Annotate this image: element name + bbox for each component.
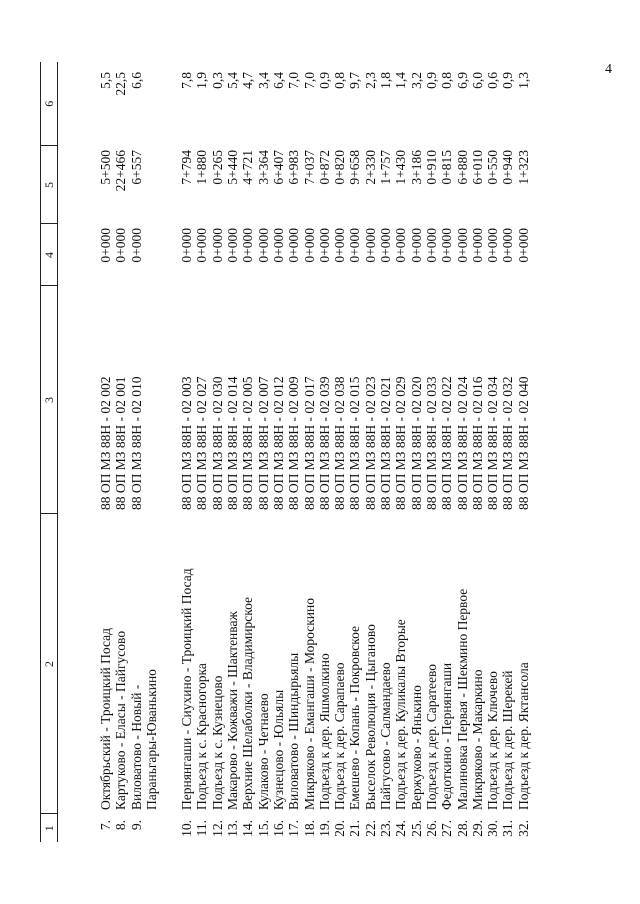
road-name: Подъезд к дер. Шерекей xyxy=(500,670,516,810)
length-km: 0,8 xyxy=(332,72,348,89)
km-start: 0+000 xyxy=(332,228,348,263)
row-number: 28. xyxy=(454,820,470,837)
road-code: 88 ОП МЗ 88Н - 02 020 xyxy=(408,376,424,510)
table-row xyxy=(470,62,485,842)
row-number: 27. xyxy=(439,820,455,837)
length-km: 1,8 xyxy=(378,72,394,89)
table-row xyxy=(455,62,470,842)
length-km: 4,7 xyxy=(240,72,256,89)
road-code xyxy=(144,286,159,514)
road-name: Подъезд к с. Красногорка xyxy=(194,663,210,810)
road-name: Кулаково - Четнаево xyxy=(255,693,271,810)
km-end: 0+550 xyxy=(485,150,501,185)
km-start xyxy=(144,224,159,286)
table-row xyxy=(210,62,225,842)
km-end: 0+872 xyxy=(316,150,332,185)
km-end: 2+330 xyxy=(362,150,378,185)
km-end: 1+323 xyxy=(515,150,531,185)
row-number: 15. xyxy=(255,820,271,837)
road-name: Подъезд к дер. Ключево xyxy=(485,671,501,810)
km-start: 0+000 xyxy=(128,228,144,263)
roads-table-sheet xyxy=(40,62,600,842)
table-row xyxy=(500,62,515,842)
table-row xyxy=(332,62,347,842)
length-km: 6,9 xyxy=(454,72,470,89)
table-row xyxy=(363,62,378,842)
road-name: Пайгусово - Салмандаево xyxy=(378,662,394,810)
table-row xyxy=(424,62,439,842)
road-code: 88 ОП МЗ 88Н - 02 009 xyxy=(286,376,302,510)
row-number: 21. xyxy=(347,820,363,837)
road-code: 88 ОП МЗ 88Н - 02 001 xyxy=(113,376,129,510)
row-number: 19. xyxy=(316,820,332,837)
km-end xyxy=(144,146,159,224)
road-code: 88 ОП МЗ 88Н - 02 039 xyxy=(316,376,332,510)
km-start: 0+000 xyxy=(255,228,271,263)
km-end: 0+820 xyxy=(332,150,348,185)
length-km: 0,6 xyxy=(485,72,501,89)
road-name: Подъезд к дер. Яктансола xyxy=(515,662,531,810)
header-col-2: 2 xyxy=(41,514,58,814)
road-name: Федоткино - Пернянгаши xyxy=(439,662,455,810)
km-start: 0+000 xyxy=(286,228,302,263)
table-row xyxy=(317,62,332,842)
road-name: Пернянгаши - Сиухино - Троицкий Посад xyxy=(179,568,195,810)
road-code: 88 ОП МЗ 88Н - 02 033 xyxy=(423,376,439,510)
row-number: 25. xyxy=(408,820,424,837)
road-code: 88 ОП МЗ 88Н - 02 014 xyxy=(225,376,241,510)
table-row xyxy=(58,62,114,842)
km-start: 0+000 xyxy=(469,228,485,263)
km-start: 0+000 xyxy=(98,228,113,263)
length-km: 0,9 xyxy=(423,72,439,89)
length-km: 1,9 xyxy=(194,72,210,89)
table-row xyxy=(179,62,194,842)
table-row xyxy=(194,62,209,842)
road-code: 88 ОП МЗ 88Н - 02 034 xyxy=(485,376,501,510)
km-start: 0+000 xyxy=(240,228,256,263)
header-col-6: 6 xyxy=(41,62,58,146)
km-start: 0+000 xyxy=(270,228,286,263)
length-km: 0,8 xyxy=(439,72,455,89)
km-end: 1+757 xyxy=(378,150,394,185)
roads-table xyxy=(40,62,531,842)
road-name: Подъезд к дер. Яшмолкино xyxy=(316,653,332,810)
length-km: 3,2 xyxy=(408,72,424,89)
row-number: 13. xyxy=(225,820,241,837)
km-start: 0+000 xyxy=(439,228,455,263)
table-row xyxy=(286,62,301,842)
km-end: 0+940 xyxy=(500,150,516,185)
road-code: 88 ОП МЗ 88Н - 02 032 xyxy=(500,376,516,510)
row-number: 23. xyxy=(378,820,394,837)
table-row xyxy=(302,62,317,842)
road-name: Картуково - Еласы - Пайгусово xyxy=(113,630,129,810)
km-start: 0+000 xyxy=(454,228,470,263)
table-row xyxy=(393,62,408,842)
table-row xyxy=(485,62,500,842)
km-start: 0+000 xyxy=(179,228,195,263)
km-end: 6+557 xyxy=(128,150,144,185)
km-end: 9+658 xyxy=(347,150,363,185)
road-code: 88 ОП МЗ 88Н - 02 017 xyxy=(301,376,317,510)
road-name: Параньгары-Юванькино xyxy=(143,669,159,810)
km-start: 0+000 xyxy=(362,228,378,263)
km-start: 0+000 xyxy=(316,228,332,263)
road-code: 88 ОП МЗ 88Н - 02 012 xyxy=(270,376,286,510)
header-col-4: 4 xyxy=(41,224,58,286)
row-number: 14. xyxy=(240,820,256,837)
km-end: 7+037 xyxy=(301,150,317,185)
road-name: Кузнецово - Юльялы xyxy=(270,689,286,810)
km-start: 0+000 xyxy=(485,228,501,263)
table-row xyxy=(409,62,424,842)
length-km: 5,5 xyxy=(98,72,113,89)
km-end: 6+010 xyxy=(469,150,485,185)
table-row xyxy=(439,62,454,842)
table-row xyxy=(256,62,271,842)
table-header-row xyxy=(41,62,58,842)
table-row xyxy=(347,62,362,842)
road-code: 88 ОП МЗ 88Н - 02 003 xyxy=(179,376,195,510)
length-km: 6,4 xyxy=(270,72,286,89)
km-start: 0+000 xyxy=(209,228,225,263)
km-start: 0+000 xyxy=(393,228,409,263)
row-number: 12. xyxy=(209,820,225,837)
road-code: 88 ОП МЗ 88Н - 02 021 xyxy=(378,376,394,510)
km-end: 4+721 xyxy=(240,150,256,185)
length-km: 9,7 xyxy=(347,72,363,89)
road-name: Подъезд к дер. Куликалы Вторые xyxy=(393,619,409,810)
road-code: 88 ОП МЗ 88Н - 02 029 xyxy=(393,376,409,510)
km-end: 6+983 xyxy=(286,150,302,185)
row-number: 8. xyxy=(113,820,129,831)
row-number: 29. xyxy=(469,820,485,837)
road-name: Верхние Шелаболки - Владимирское xyxy=(240,597,256,810)
length-km: 7,8 xyxy=(179,72,195,89)
table-row xyxy=(113,62,128,842)
km-start: 0+000 xyxy=(408,228,424,263)
row-number: 10. xyxy=(179,820,195,837)
road-name: Октябрьский - Троицкий Посад xyxy=(98,628,113,810)
length-km: 7,0 xyxy=(286,72,302,89)
length-km: 5,4 xyxy=(225,72,241,89)
row-number: 9. xyxy=(128,820,144,831)
road-name: Микряково - Макаркино xyxy=(469,669,485,810)
table-body xyxy=(58,62,532,842)
km-start: 0+000 xyxy=(423,228,439,263)
length-km: 6,6 xyxy=(128,72,144,89)
road-name: Подъезд к дер. Сарапаево xyxy=(332,662,348,810)
road-name: Выселок Революция - Цыганово xyxy=(362,624,378,810)
row-number: 7. xyxy=(98,820,113,831)
km-end: 6+880 xyxy=(454,150,470,185)
table-row xyxy=(271,62,286,842)
road-code: 88 ОП МЗ 88Н - 02 002 xyxy=(98,376,113,510)
length-km: 3,4 xyxy=(255,72,271,89)
road-name: Подъезд к с. Кузнецово xyxy=(209,675,225,810)
km-end: 5+440 xyxy=(225,150,241,185)
road-code: 88 ОП МЗ 88Н - 02 030 xyxy=(209,376,225,510)
road-name: Микряково - Емангаши - Мороскино xyxy=(301,598,317,810)
km-end: 22+466 xyxy=(113,150,129,192)
row-number: 18. xyxy=(301,820,317,837)
road-code: 88 ОП МЗ 88Н - 02 023 xyxy=(362,376,378,510)
row-number: 26. xyxy=(423,820,439,837)
row-number: 11. xyxy=(194,820,210,837)
length-km: 0,9 xyxy=(316,72,332,89)
header-col-5: 5 xyxy=(41,146,58,224)
row-number: 24. xyxy=(393,820,409,837)
road-code: 88 ОП МЗ 88Н - 02 007 xyxy=(255,376,271,510)
road-name: Виловатово - Шиндырьялы xyxy=(286,652,302,810)
km-start: 0+000 xyxy=(347,228,363,263)
km-end: 0+265 xyxy=(209,150,225,185)
road-name: Макарово - Кожважи - Шактенваж xyxy=(225,611,241,810)
length-km: 7,0 xyxy=(301,72,317,89)
road-code: 88 ОП МЗ 88Н - 02 005 xyxy=(240,376,256,510)
table-row xyxy=(225,62,240,842)
km-end: 5+500 xyxy=(98,150,113,185)
header-col-3: 3 xyxy=(41,286,58,514)
row-number: 20. xyxy=(332,820,348,837)
header-col-1: 1 xyxy=(41,814,58,842)
km-end: 0+815 xyxy=(439,150,455,185)
length-km: 1,4 xyxy=(393,72,409,89)
road-name: Виловатово - Новый - xyxy=(128,684,144,810)
km-start: 0+000 xyxy=(194,228,210,263)
km-end: 3+186 xyxy=(408,150,424,185)
length-km: 22,5 xyxy=(113,72,129,96)
length-km: 1,3 xyxy=(515,72,531,89)
road-code: 88 ОП МЗ 88Н - 02 022 xyxy=(439,376,455,510)
road-code: 88 ОП МЗ 88Н - 02 040 xyxy=(515,376,531,510)
length-km: 2,3 xyxy=(362,72,378,89)
road-code: 88 ОП МЗ 88Н - 02 027 xyxy=(194,376,210,510)
km-start: 0+000 xyxy=(378,228,394,263)
km-end: 1+880 xyxy=(194,150,210,185)
length-km: 0,9 xyxy=(500,72,516,89)
length-km xyxy=(144,62,159,146)
table-row xyxy=(129,62,144,842)
km-end: 1+430 xyxy=(393,150,409,185)
table-row xyxy=(240,62,255,842)
road-code: 88 ОП МЗ 88Н - 02 010 xyxy=(128,376,144,510)
row-number: 17. xyxy=(286,820,302,837)
km-end: 3+364 xyxy=(255,150,271,185)
row-number xyxy=(144,814,159,842)
row-number: 31. xyxy=(500,820,516,837)
km-start: 0+000 xyxy=(500,228,516,263)
row-number: 32. xyxy=(515,820,531,837)
road-code: 88 ОП МЗ 88Н - 02 015 xyxy=(347,376,363,510)
road-code: 88 ОП МЗ 88Н - 02 016 xyxy=(469,376,485,510)
length-km: 0,3 xyxy=(209,72,225,89)
km-start: 0+000 xyxy=(113,228,129,263)
row-number: 30. xyxy=(485,820,501,837)
road-code: 88 ОП МЗ 88Н - 02 024 xyxy=(454,376,470,510)
km-end: 6+407 xyxy=(270,150,286,185)
road-name: Подъезд к дер. Саратеево xyxy=(423,663,439,810)
table-row xyxy=(378,62,393,842)
road-name: Малиновка Первая - Шекмино Первое xyxy=(454,588,470,810)
row-number: 16. xyxy=(270,820,286,837)
page-number: 4 xyxy=(605,62,612,77)
km-start: 0+000 xyxy=(225,228,241,263)
table-row xyxy=(144,62,159,842)
road-name: Вержуково - Янькино xyxy=(408,685,424,810)
km-start: 0+000 xyxy=(515,228,531,263)
km-start: 0+000 xyxy=(301,228,317,263)
table-row xyxy=(516,62,531,842)
road-name: Емешево - Копань - Покровское xyxy=(347,626,363,810)
row-number: 22. xyxy=(362,820,378,837)
length-km: 6,0 xyxy=(469,72,485,89)
group-spacer xyxy=(159,62,179,842)
km-end: 0+910 xyxy=(423,150,439,185)
road-code: 88 ОП МЗ 88Н - 02 038 xyxy=(332,376,348,510)
km-end: 7+794 xyxy=(179,150,195,185)
